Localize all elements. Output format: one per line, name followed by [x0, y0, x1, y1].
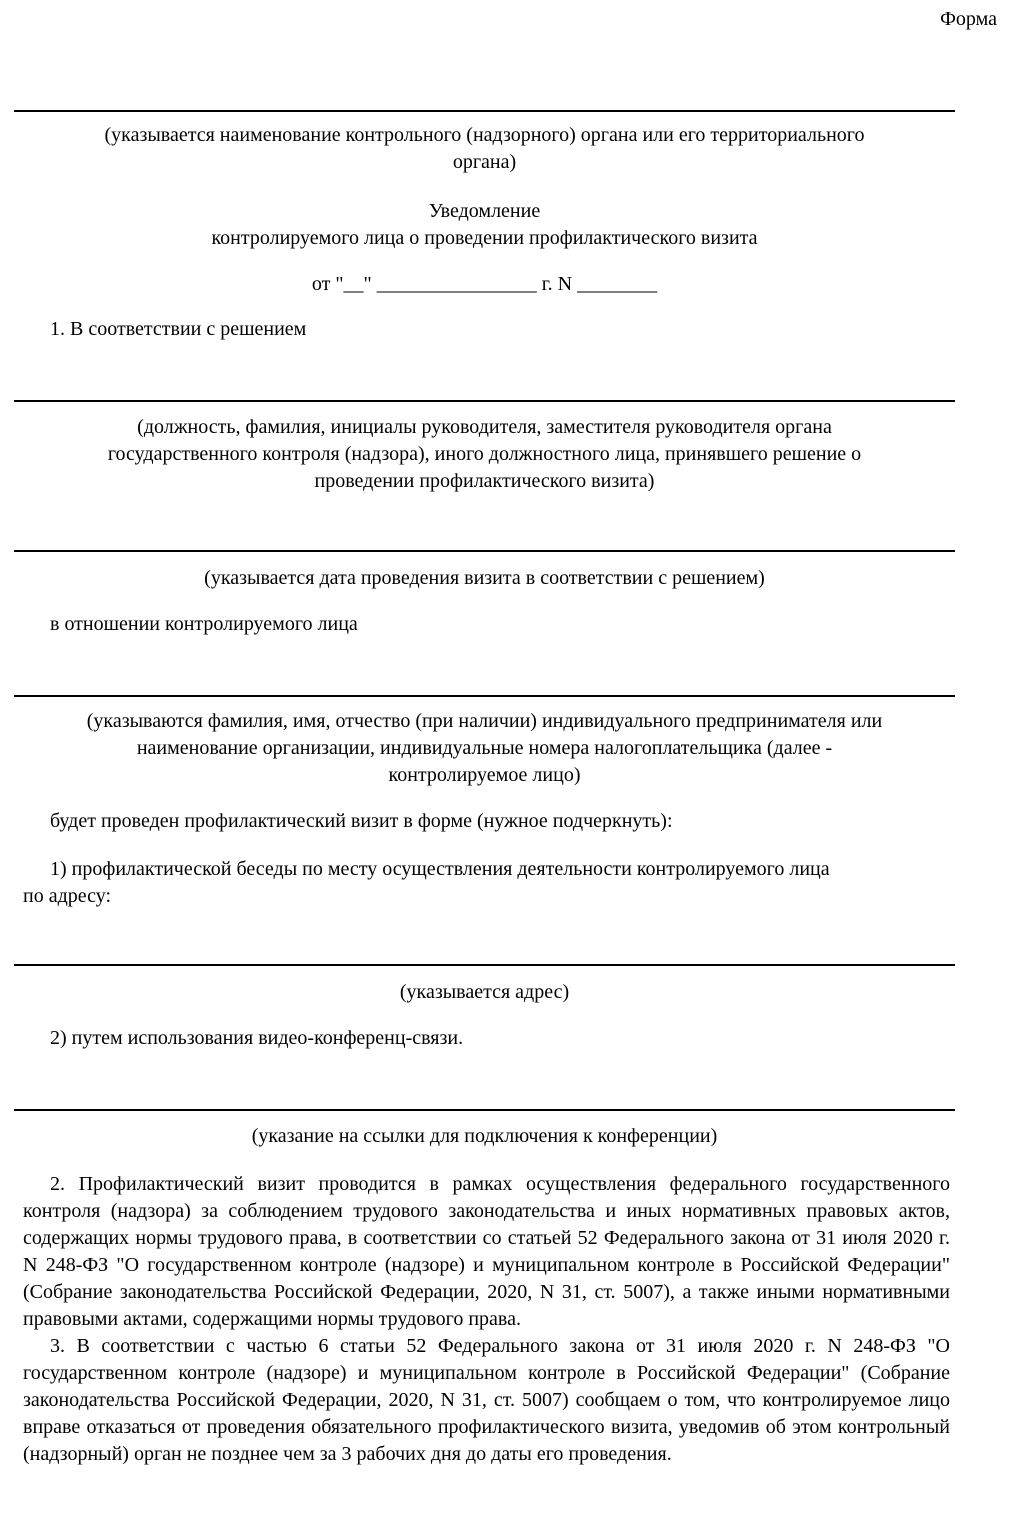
form-choice-line: будет проведен профилактический визит в форме (нужное подчеркнуть):: [50, 810, 673, 832]
visit-date-caption: (указывается дата проведения визита в соответствии с решением): [204, 567, 765, 589]
form-corner-label: Форма: [940, 8, 997, 30]
document-page: [0, 6, 1014, 1534]
person-caption-line1: (указываются фамилия, имя, отчество (при наличии) индивидуального предпринимателя или: [86, 710, 883, 732]
document-title-line2: контролируемого лица о проведении профилактического визита: [211, 227, 758, 249]
org-name-caption: [14, 122, 955, 176]
option1-paragraph: [23, 856, 950, 910]
person-blank-line: [14, 695, 955, 697]
address-blank-line: [14, 964, 955, 966]
document-title-line1: Уведомление: [428, 200, 541, 222]
option1-line2: по адресу:: [23, 885, 112, 907]
document-title: [14, 198, 955, 252]
clause1-intro: 1. В соответствии с решением: [50, 318, 307, 340]
official-caption-line2: государственного контроля (надзора), иного должностного лица, принявшего решение о: [107, 443, 862, 465]
option1-line1: 1) профилактической беседы по месту осуществления деятельности контролируемого лица: [50, 858, 830, 880]
person-caption-line3: контролируемое лицо): [388, 764, 581, 786]
official-caption-line3: проведении профилактического визита): [314, 470, 655, 492]
conference-link-blank-line: [14, 1109, 955, 1111]
person-caption: [14, 708, 955, 789]
org-name-blank-line: [14, 110, 955, 112]
clause2-paragraph: 2. Профилактический визит проводится в рамках осуществления федерального государственного контроля (надзора) за соблюдением трудового законодательства и иных нормативных правовых актов, содержащих нормы трудового права, в соответствии со статьей 52 Федерального закона от 31 июля 2020 г. N 248-ФЗ "О государственном контроле (надзоре) и муниципальном контроле в Российской Федерации" (Собрание законодательства Российской Федерации, 2020, N 31, ст. 5007), а также иными нормативными правовыми актами, содержащими нормы трудового права.: [23, 1173, 950, 1330]
conference-link-caption: (указание на ссылки для подключения к конференции): [251, 1125, 718, 1147]
person-caption-line2: наименование организации, индивидуальные номера налогоплательщика (далее -: [136, 737, 833, 759]
in-relation-line: в отношении контролируемого лица: [50, 613, 358, 635]
org-name-caption-line1: (указывается наименование контрольного (надзорного) органа или его территориального: [104, 124, 865, 146]
official-caption: [14, 414, 955, 495]
org-name-caption-line2: органа): [452, 151, 517, 173]
date-and-number-line: от "__" ________________ г. N ________: [311, 273, 658, 295]
visit-date-blank-line: [14, 550, 955, 552]
clause3-paragraph: 3. В соответствии с частью 6 статьи 52 Федерального закона от 31 июля 2020 г. N 248-ФЗ "О государственном контроле (надзоре) и муниципальном контроле в Российской Федерации" (Собрание законодательства Российской Федерации, 2020, N 31, ст. 5007) сообщаем о том, что контролируемое лицо вправе отказаться от проведения обязательного профилактического визита, уведомив об этом контрольный (надзорный) орган не позднее чем за 3 рабочих дня до даты его проведения.: [23, 1335, 950, 1465]
official-blank-line: [14, 400, 955, 402]
option2-line: 2) путем использования видео-конференц-связи.: [50, 1027, 464, 1049]
address-caption: (указывается адрес): [399, 981, 570, 1003]
official-caption-line1: (должность, фамилия, инициалы руководителя, заместителя руководителя органа: [137, 416, 832, 438]
